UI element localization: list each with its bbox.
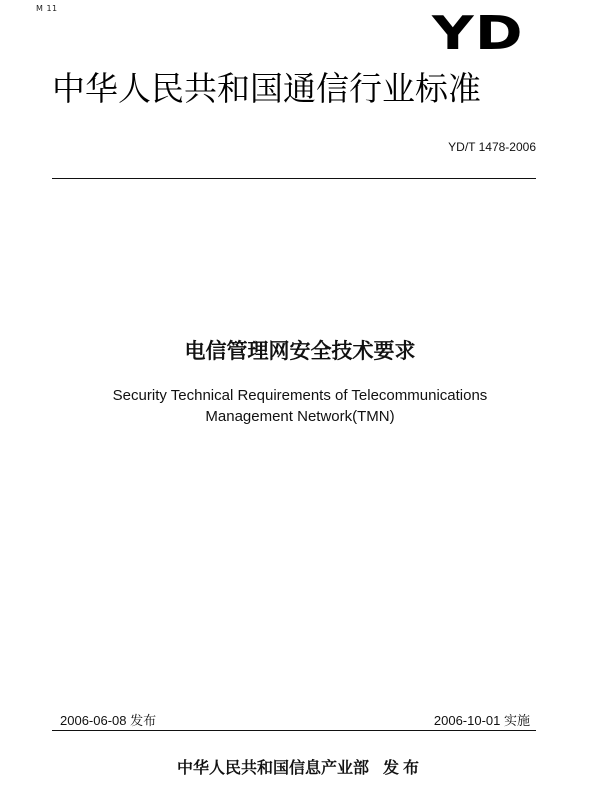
document-title-chinese: 电信管理网安全技术要求 — [184, 339, 416, 363]
footer-divider — [52, 730, 536, 731]
document-title-english — [0, 385, 600, 427]
publisher-name: 中华人民共和国信息产业部 — [176, 758, 369, 777]
header-divider — [52, 178, 536, 179]
standard-number: YD/T 1478-2006 — [448, 140, 536, 154]
issue-date: 2006-06-08 发布 — [60, 713, 157, 728]
catalog-code: M 11 — [36, 4, 58, 13]
publisher-action: 发布 — [383, 758, 424, 777]
standard-category-title: 中华人民共和国通信行业标准 — [52, 69, 481, 108]
publisher-line — [0, 757, 600, 779]
document-title-english-line1: Security Technical Requirements of Telecommunications — [112, 387, 488, 404]
implementation-date: 2006-10-01 实施 — [433, 713, 530, 728]
yd-logo: YD — [432, 6, 524, 60]
document-title-english-line2: Management Network(TMN) — [205, 408, 395, 425]
